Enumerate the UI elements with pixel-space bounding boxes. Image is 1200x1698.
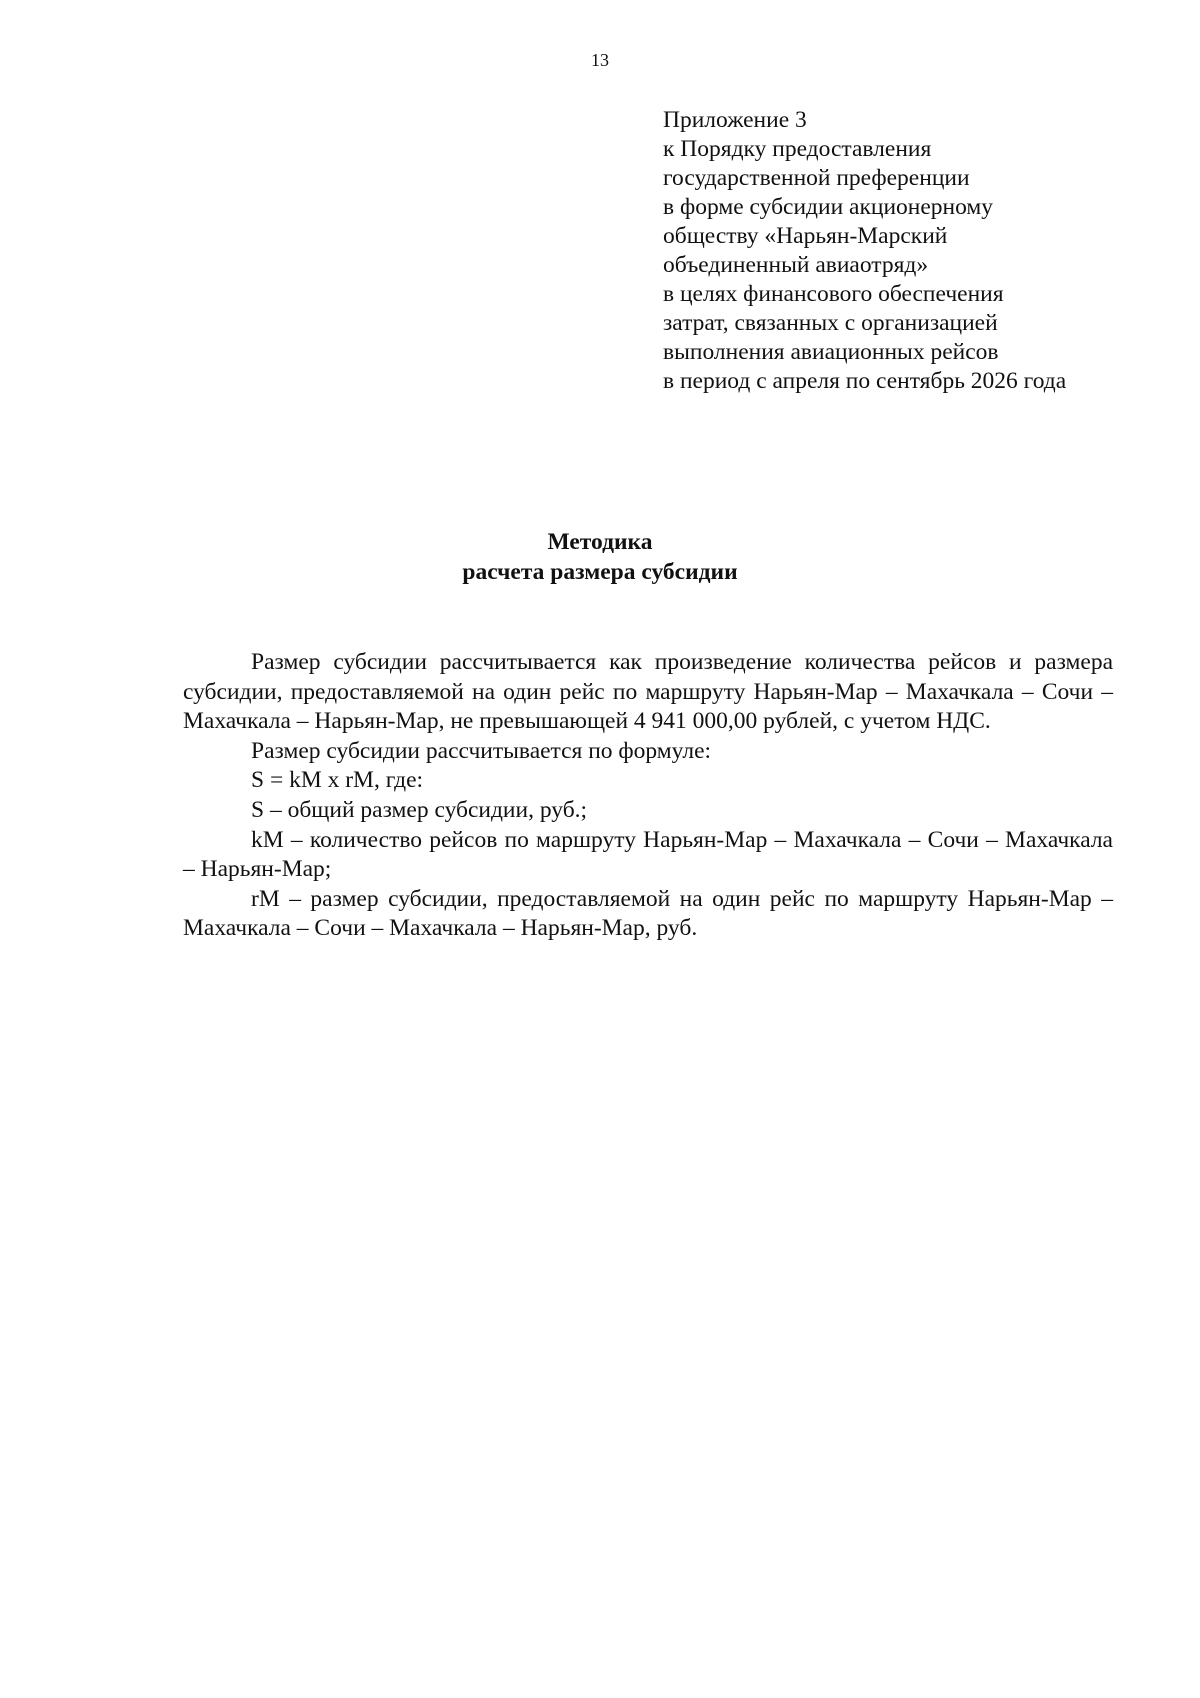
appendix-line: государственной преференции	[663, 165, 970, 191]
paragraph-definition-s: S – общий размер субсидии, руб.;	[251, 796, 588, 823]
page-number: 13	[591, 50, 609, 70]
paragraph-formula: S = kM x rM, где:	[251, 767, 424, 794]
appendix-line: обществу «Нарьян-Марский	[663, 223, 948, 249]
document-body	[183, 648, 1113, 944]
paragraph-definition-km: kM – количество рейсов по маршруту Нарьян-Мар – Махачкала – Сочи – Махачкала – Нарьян-Мар;	[183, 826, 1113, 883]
title-line-2: расчета размера субсидии	[462, 559, 738, 585]
appendix-line: затрат, связанных с организацией	[663, 310, 998, 336]
appendix-line: выполнения авиационных рейсов	[663, 339, 999, 365]
appendix-line: объединенный авиаотряд»	[663, 252, 929, 278]
paragraph-formula-intro: Размер субсидии рассчитывается по формуле:	[251, 737, 712, 764]
document-title	[0, 527, 1200, 587]
appendix-header	[663, 106, 1183, 396]
appendix-line: в форме субсидии акционерному	[663, 194, 994, 220]
title-line-1: Методика	[547, 529, 653, 555]
appendix-line: в целях финансового обеспечения	[663, 281, 1004, 307]
appendix-line: к Порядку предоставления	[663, 136, 932, 162]
paragraph-calculation-description: Размер субсидии рассчитывается как произведение количества рейсов и размера субсидии, предоставляемой на один рейс по маршруту Нарьян-Мар – Махачкала – Сочи – Махачкала – Нарьян-Мар, не превышающей 4 941 000,00 рублей, с учетом НДС.	[183, 649, 1113, 735]
appendix-line: Приложение 3	[663, 107, 807, 133]
paragraph-definition-rm: rM – размер субсидии, предоставляемой на один рейс по маршруту Нарьян-Мар – Махачкала – Сочи – Махачкала – Нарьян-Мар, руб.	[183, 885, 1113, 942]
appendix-line: в период с апреля по сентябрь 2026 года	[663, 368, 1067, 394]
